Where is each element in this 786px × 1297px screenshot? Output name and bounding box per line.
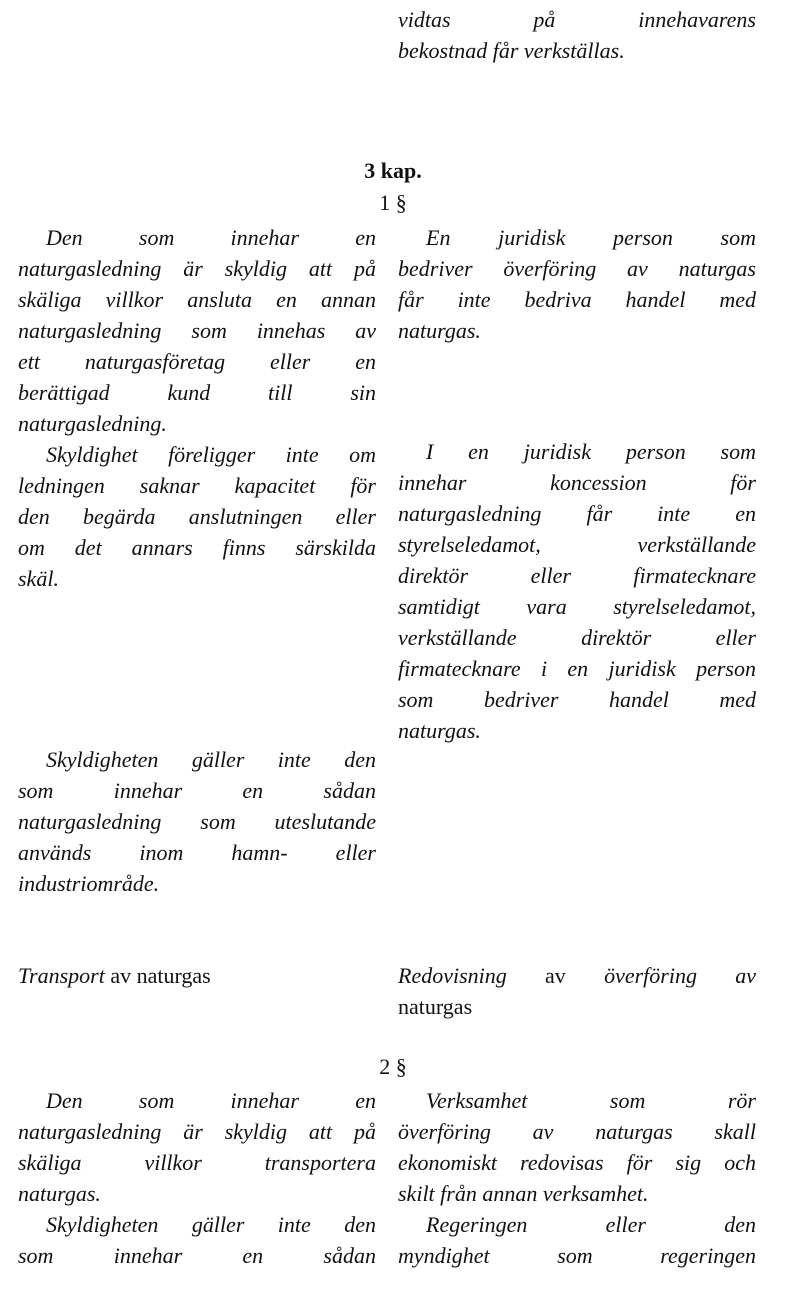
heading-italic-part: Transport	[18, 963, 105, 988]
text-line: bekostnad får verkställas.	[398, 38, 625, 63]
section-1-right-paragraph-2	[398, 436, 756, 746]
text-line: naturgasledning får inte en	[398, 501, 756, 526]
text-line: naturgas.	[18, 1181, 101, 1206]
text-line: naturgas.	[398, 718, 481, 743]
text-line: I en juridisk person som	[426, 439, 756, 464]
text-line: ledningen saknar kapacitet för	[18, 473, 376, 498]
text-line: direktör eller firmatecknare	[398, 563, 756, 588]
text-line: skilt från annan verksamhet.	[398, 1181, 649, 1206]
heading-rest: av naturgas	[104, 963, 211, 988]
text-line: Den som innehar en	[46, 225, 376, 250]
heading-line-2: naturgas	[398, 994, 473, 1019]
text-line: vidtas på innehavarens	[398, 7, 756, 32]
paragraph	[18, 439, 376, 594]
text-line: naturgas.	[398, 318, 481, 343]
text-line: som innehar en sådan	[18, 778, 376, 803]
text-line: samtidigt vara styrelseledamot,	[398, 594, 756, 619]
text-line: den begärda anslutningen eller	[18, 504, 376, 529]
paragraph	[18, 222, 376, 439]
text-line: Regeringen eller den	[426, 1212, 756, 1237]
section-1-right	[398, 222, 756, 346]
text-line: verkställande direktör eller	[398, 625, 756, 650]
text-line: ett naturgasföretag eller en	[18, 349, 376, 374]
text-line: Verksamhet som rör	[426, 1088, 756, 1113]
text-line: innehar koncession för	[398, 470, 756, 495]
heading-redovisning	[398, 960, 756, 1022]
text-line: som innehar en sådan	[18, 1243, 376, 1268]
section-2-right	[398, 1085, 756, 1271]
text-line: industriområde.	[18, 871, 160, 896]
section-1-number: 1 §	[379, 190, 407, 215]
text-line: naturgasledning är skyldig att på	[18, 256, 376, 281]
chapter-title: 3 kap.	[364, 158, 422, 183]
heading-rest: av	[506, 963, 605, 988]
section-1-left-paragraph-3	[18, 744, 376, 899]
text-line: används inom hamn- eller	[18, 840, 376, 865]
text-line: firmatecknare i en juridisk person	[398, 656, 756, 681]
text-line: berättigad kund till sin	[18, 380, 376, 405]
heading-italic-part: Redovisning	[398, 963, 507, 988]
top-right-fragment	[398, 4, 756, 66]
text-line: naturgasledning som innehas av	[18, 318, 376, 343]
text-line: naturgasledning som uteslutande	[18, 809, 376, 834]
heading-transport	[18, 960, 376, 991]
text-line: naturgasledning är skyldig att på	[18, 1119, 376, 1144]
text-line: överföring av naturgas skall	[398, 1119, 756, 1144]
text-line: skäliga villkor transportera	[18, 1150, 376, 1175]
text-line: Den som innehar en	[46, 1088, 376, 1113]
section-2-left	[18, 1085, 376, 1271]
text-line: Skyldighet föreligger inte om	[46, 442, 376, 467]
text-line: Skyldigheten gäller inte den	[46, 1212, 376, 1237]
text-line: som bedriver handel med	[398, 687, 756, 712]
heading-italic-part: överföring av	[604, 963, 756, 988]
text-line: myndighet som regeringen	[398, 1243, 756, 1268]
section-1-left	[18, 222, 376, 594]
text-line: om det annars finns särskilda	[18, 535, 376, 560]
text-line: får inte bedriva handel med	[398, 287, 756, 312]
text-line: skäliga villkor ansluta en annan	[18, 287, 376, 312]
text-line: skäl.	[18, 566, 59, 591]
text-line: ekonomiskt redovisas för sig och	[398, 1150, 756, 1175]
section-2-number: 2 §	[379, 1054, 407, 1079]
text-line: naturgasledning.	[18, 411, 167, 436]
text-line: bedriver överföring av naturgas	[398, 256, 756, 281]
text-line: Skyldigheten gäller inte den	[46, 747, 376, 772]
text-line: styrelseledamot, verkställande	[398, 532, 756, 557]
text-line: En juridisk person som	[426, 225, 756, 250]
